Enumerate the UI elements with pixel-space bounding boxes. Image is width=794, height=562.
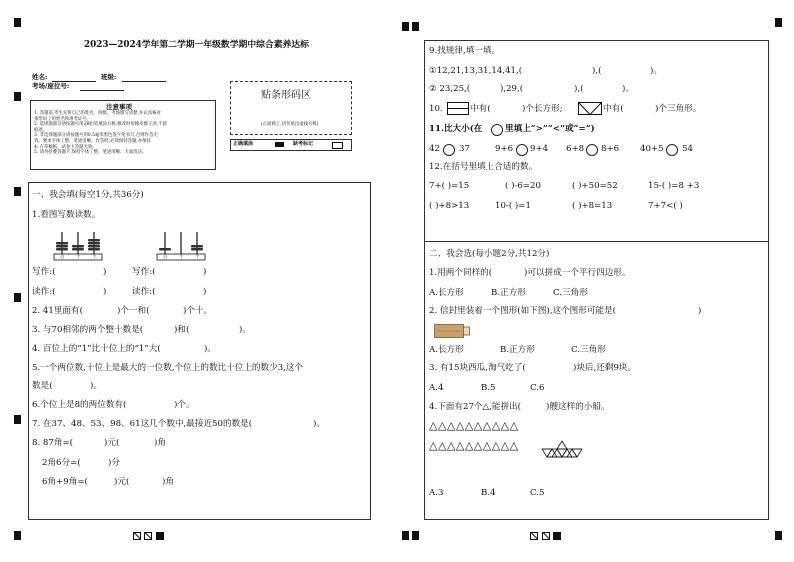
q12-row1-item-1[interactable]: 7+( )=15 (429, 181, 470, 191)
q10-part-e[interactable]: )个三角形。 (655, 104, 702, 114)
q9b-part-1: ② 23,25,( (429, 84, 471, 94)
seat-label: 考场/座位号: (32, 82, 70, 90)
fill-legend (230, 139, 352, 151)
correct-fill-sample (275, 142, 284, 147)
registration-mark (14, 415, 21, 424)
notice-title: 注意事项 (106, 103, 132, 111)
notice-line: 4. 在草稿纸、试卷上答题无效。 (34, 144, 97, 150)
registration-mark (775, 18, 782, 27)
q4-part-b[interactable]: )。 (204, 344, 216, 354)
s2-q4-opt-a[interactable]: A.3 (429, 488, 444, 498)
registration-mark (14, 92, 21, 101)
notice-lines (34, 111, 212, 156)
class-label: 班级: (101, 73, 117, 81)
abacus-right-label-ones: 个 (195, 255, 200, 260)
notice-line: 2. 选择题部分请按题号用2B铅笔填涂方框,修改时用橡皮擦干净,不留 (34, 122, 167, 128)
page-code-box (133, 532, 141, 540)
q12-row1-item-3[interactable]: ( )+50=52 (572, 181, 618, 191)
notice-line: 5. 请勿折叠答题卡,保持字体工整、笔迹清晰、卡面清洁。 (34, 150, 147, 156)
registration-mark (14, 293, 21, 302)
q11-item-1-circle[interactable] (443, 144, 455, 156)
s2-q1-opt-b[interactable]: B.正方形 (491, 288, 526, 298)
registration-mark (775, 531, 782, 540)
q9a-part-2[interactable]: ),( (592, 66, 602, 76)
q11-item-3-right: 8+6 (601, 144, 620, 154)
notice-line: 1. 答题前,考生先将自己的姓名、班级、考场填写清楚,并认真核对 (34, 111, 161, 116)
write-close-1[interactable]: ) (103, 267, 107, 277)
q3-part-b[interactable]: )和( (174, 325, 190, 335)
q10-part-b: 中有( (470, 104, 491, 114)
q10-part-d: 中有( (603, 104, 624, 114)
section1-title: 一、我会填(每空1分,共36分) (32, 190, 144, 200)
q11-item-4-right: 54 (682, 144, 693, 154)
boat-icon (540, 440, 584, 462)
q8c-part-2[interactable]: )元( (114, 477, 130, 487)
q11-circle-legend (491, 124, 503, 136)
notice-line: 效。要求字体工整、笔迹清晰。作答时,必须保持答题,并保持 (34, 138, 151, 144)
q10-part-c[interactable]: )个长方形; (522, 104, 563, 114)
page-code-fill (553, 532, 561, 540)
q12-row2-item-1[interactable]: ( )+8>13 (429, 201, 470, 211)
q11-item-3-left: 6+8 (566, 144, 585, 154)
section2-title: 二、我会选(每小题2分,共12分) (429, 249, 550, 259)
abacus-right-label-tens: 十 (179, 255, 184, 260)
s2-q3-part-b[interactable]: )块后,还剩9块。 (573, 363, 637, 373)
q11-item-2-left: 9+6 (495, 144, 514, 154)
q10-rectangles-figure (447, 102, 469, 115)
q6-part-b[interactable]: )个。 (174, 400, 195, 410)
notice-line: 3. 非选择题部分请按题号用0.5毫米黑色签字笔书写,否则作答无 (34, 133, 158, 139)
q3-part-c[interactable]: )。 (239, 325, 251, 335)
registration-mark (402, 22, 409, 31)
q11-item-1-right: 37 (459, 144, 470, 154)
registration-mark (412, 22, 419, 31)
q11-item-2-right: 9+4 (530, 144, 549, 154)
read-label-2: 读作:( (132, 287, 156, 297)
barcode-hint: (正面朝上,切勿贴出虚线方框) (261, 122, 319, 127)
q11-item-4-left: 40+5 (640, 144, 664, 154)
registration-mark (402, 531, 409, 540)
s2-q4-part-b[interactable]: )艘这样的小船。 (546, 402, 610, 412)
q10-number: 10. (429, 104, 443, 114)
s2-q1-opt-c[interactable]: C.三角形 (553, 288, 588, 298)
q12-title: 12.在括号里填上合适的数。 (429, 162, 538, 172)
q7-part-b[interactable]: )。 (313, 419, 325, 429)
page-code-box (530, 532, 538, 540)
q10-triangles-figure (578, 102, 602, 115)
q9b-part-2[interactable]: ),29,( (500, 84, 524, 94)
correct-fill-label: 正确填涂 (233, 141, 254, 147)
page-code-box (542, 532, 550, 540)
q4-part-a: 4. 百位上的“1”比十位上的“1”大( (32, 344, 161, 354)
read-close-1[interactable]: ) (103, 287, 107, 297)
triangles-row-1: △△△△△△△△△△ (429, 419, 519, 432)
q9a-part-1: ①12,21,13,31,14,41,( (429, 66, 523, 76)
q8b-part-1: 2角6分=( (42, 458, 81, 468)
s2-q1-part-a: 1.用两个同样的( (429, 268, 493, 278)
s2-q4-opt-c[interactable]: C.5 (530, 488, 545, 498)
q11-title-b: 里填上“>”“<”或“=”) (505, 124, 595, 134)
q8c-part-3[interactable]: )角 (162, 477, 174, 487)
page-code-box (144, 532, 152, 540)
registration-mark (412, 531, 419, 540)
notice-line: 痕迹。 (34, 127, 48, 133)
q12-row2-item-4[interactable]: 7+7<( ) (648, 201, 683, 211)
q12-row2-item-3[interactable]: ( )+8=13 (572, 201, 613, 211)
s2-q1-opt-a[interactable]: A.长方形 (429, 288, 464, 298)
q11-item-1-left: 42 (429, 144, 440, 154)
abacus-left-label-hundreds: 百 (60, 255, 65, 260)
write-label-2: 写作:( (132, 267, 156, 277)
q1-text: 1.看图写数读数。 (32, 210, 101, 220)
missing-mark-box[interactable] (332, 142, 343, 149)
q8a-part-3[interactable]: )角 (154, 438, 166, 448)
write-close-2[interactable]: ) (203, 267, 207, 277)
q8a-part-2[interactable]: )元( (104, 438, 120, 448)
q2-part-a: 2. 41里面有( (32, 306, 84, 316)
s2-q3-opt-c[interactable]: C.6 (530, 383, 545, 393)
q2-part-b[interactable]: )个一和( (117, 306, 150, 316)
q3-part-a: 3. 与70相邻的两个整十数是( (32, 325, 144, 335)
q8a-part-1: 8. 87角=( (32, 438, 74, 448)
read-label-1: 读作:( (32, 287, 56, 297)
q2-part-c[interactable]: )个十。 (183, 306, 213, 316)
q9a-part-3[interactable]: )。 (650, 66, 662, 76)
q5-part-b: 数是( (32, 381, 53, 391)
notice-box (30, 100, 216, 170)
s2-q2-opt-b[interactable]: B.正方形 (500, 345, 535, 355)
s2-q2-part-a: 2. 信封里装着一个图形(如下图),这个图形可能是( (429, 306, 617, 316)
q6-part-a: 6.个位上是8的两位数有( (32, 400, 127, 410)
exam-title: 2023—2024学年第二学期一年级数学期中综合素养达标 (84, 40, 309, 50)
s2-q2-opt-a[interactable]: A.长方形 (429, 345, 464, 355)
barcode-label: 贴条形码区 (261, 90, 311, 101)
registration-mark (14, 531, 21, 540)
envelope-icon (434, 324, 470, 338)
q11-item-2-circle[interactable] (516, 144, 528, 156)
abacus-left-label-ones: 个 (92, 255, 97, 260)
abacus-left-label-tens: 十 (76, 255, 81, 260)
name-label: 姓名: (32, 73, 48, 81)
right-panel-divider (424, 241, 768, 242)
notice-line: 条形码上的姓名和准考证号。 (34, 116, 92, 122)
q12-row2-item-2[interactable]: 10-( )=1 (495, 201, 531, 211)
q8c-part-1: 6角+9角=( (42, 477, 88, 487)
q12-row1-item-4[interactable]: 15-( )=8 +3 (648, 181, 700, 191)
s2-q1-part-b[interactable]: )可以拼成一个平行四边形。 (524, 268, 631, 278)
q11-title: 11.比大小(在 (429, 124, 483, 134)
barcode-area (230, 81, 352, 135)
registration-mark (14, 187, 21, 196)
s2-q4-part-a: 4.下面有27个△,能拼出( (429, 402, 521, 412)
seat-field[interactable] (80, 81, 124, 91)
s2-q2-part-b[interactable]: ) (698, 306, 702, 316)
s2-q3-opt-b[interactable]: B.5 (481, 383, 496, 393)
q9-title: 9.找规律,填一填。 (429, 46, 501, 56)
s2-q4-opt-b[interactable]: B.4 (481, 488, 496, 498)
q12-row1-item-2[interactable]: ( )-6=20 (505, 181, 541, 191)
page-code-fill (156, 532, 164, 540)
registration-mark (14, 18, 21, 27)
s2-q3-part-a: 3. 有15块西瓜,淘气吃了( (429, 363, 526, 373)
read-close-2[interactable]: ) (203, 287, 207, 297)
q5-part-c[interactable]: )。 (90, 381, 102, 391)
q7-part-a: 7. 在37、48、53、98、61这几个数中,最接近50的数是( (32, 419, 253, 429)
write-label-1: 写作:( (32, 267, 56, 277)
q9b-part-4[interactable]: )。 (622, 84, 634, 94)
abacus-right-label-hundreds: 百 (163, 255, 168, 260)
s2-q3-opt-a[interactable]: A.4 (429, 383, 444, 393)
q9b-part-3[interactable]: ),( (574, 84, 584, 94)
q11-item-4-circle[interactable] (666, 144, 678, 156)
class-field[interactable] (122, 72, 166, 82)
q11-item-3-circle[interactable] (586, 144, 598, 156)
q5-line-1: 5.一个两位数,十位上是最大的一位数,个位上的数比十位上的数少3,这个 (32, 363, 304, 373)
s2-q2-opt-c[interactable]: C.三角形 (571, 345, 606, 355)
missing-mark-label: 缺考标记 (293, 141, 314, 147)
q8b-part-2[interactable]: )分 (108, 458, 120, 468)
triangles-row-2: △△△△△△△△△△ (429, 439, 519, 452)
